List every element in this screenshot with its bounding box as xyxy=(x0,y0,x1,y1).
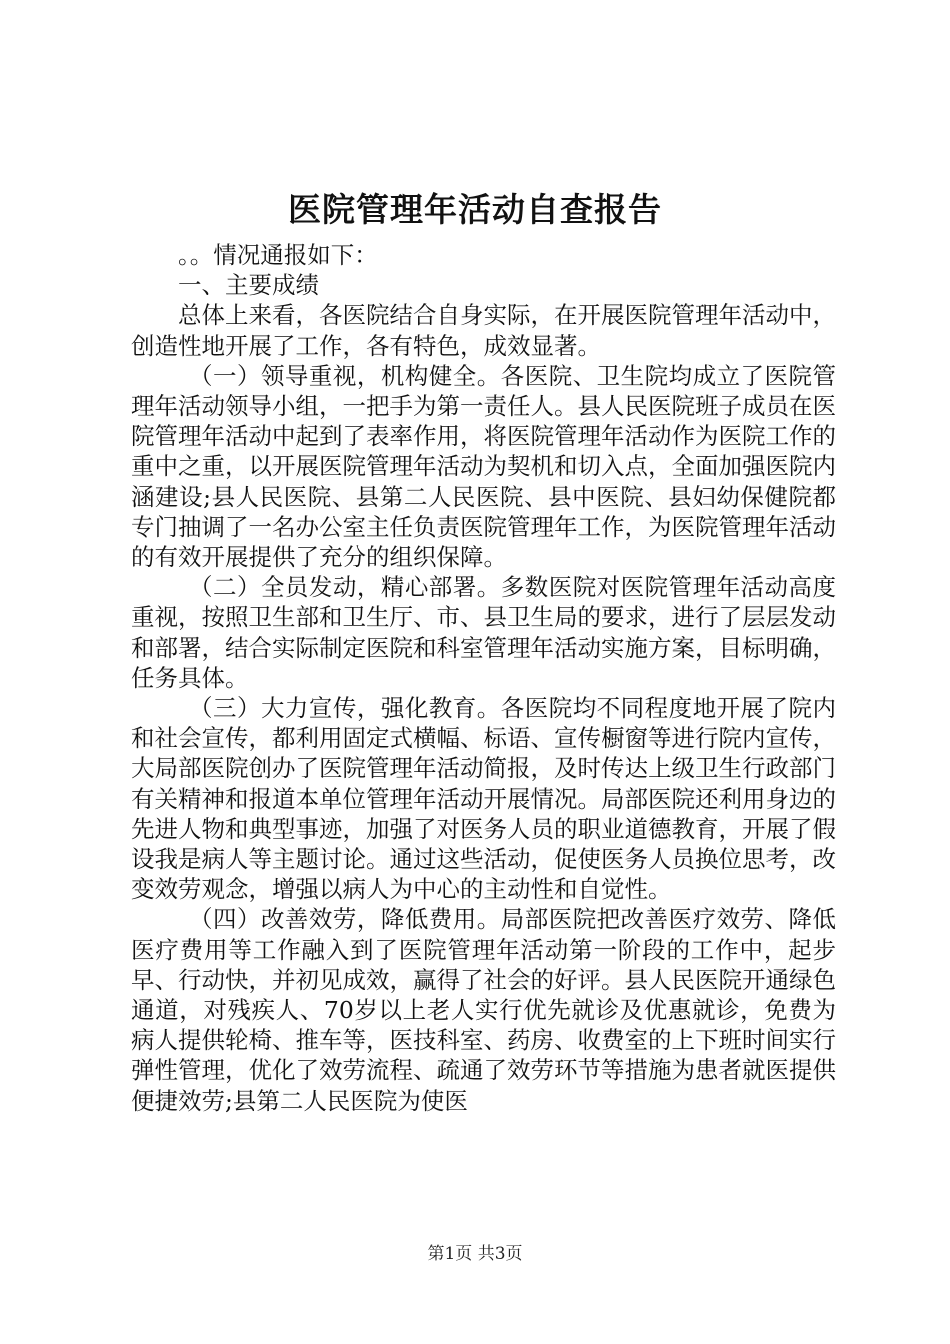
intro-line: 。。情况通报如下： xyxy=(178,241,378,269)
paragraph-leadership: （一）领导重视，机构健全。各医院、卫生院均成立了医院管理年活动领导小组，一把手为第一责任人。县人民医院班子成员在医院管理年活动中起到了表率作用，将医院管理年活动作为医院工作的重中之重，以开展医院管理年活动为契机和切入点，全面加强医院内涵建设;县人民医院、县第二人民医院、县中医院、县妇幼保健院都专门抽调了一名办公室主任负责医院管理年工作，为医院管理年活动的有效开展提供了充分的组织保障。 xyxy=(131,361,836,572)
section-heading: 一、主要成绩 xyxy=(178,271,319,300)
page-footer: 第1页 共3页 xyxy=(427,1244,523,1264)
paragraph-summary: 总体上来看，各医院结合自身实际，在开展医院管理年活动中，创造性地开展了工作，各有特色，成效显著。 xyxy=(131,301,836,360)
document-title: 医院管理年活动自查报告 xyxy=(288,190,662,229)
document-body xyxy=(131,240,836,1116)
paragraph-publicity: （三）大力宣传，强化教育。各医院均不同程度地开展了院内和社会宣传，都利用固定式横幅、标语、宣传橱窗等进行院内宣传，大局部医院创办了医院管理年活动简报，及时传达上级卫生行政部门有关精神和报道本单位管理年活动开展情况。局部医院还利用身边的先进人物和典型事迹，加强了对医务人员的职业道德教育，开展了假设我是病人等主题讨论。通过这些活动，促使医务人员换位思考，改变效劳观念，增强以病人为中心的主动性和自觉性。 xyxy=(131,694,836,904)
paragraph-service: （四）改善效劳，降低费用。局部医院把改善医疗效劳、降低医疗费用等工作融入到了医院管理年活动第一阶段的工作中，起步早、行动快，并初见成效，赢得了社会的好评。县人民医院开通绿色通道，对残疾人、70岁以上老人实行优先就诊及优惠就诊，免费为病人提供轮椅、推车等，医技科室、药房、收费室的上下班时间实行弹性管理，优化了效劳流程、疏通了效劳环节等措施为患者就医提供便捷效劳;县第二人民医院为使医 xyxy=(131,905,836,1115)
paragraph-mobilization: （二）全员发动，精心部署。多数医院对医院管理年活动高度重视，按照卫生部和卫生厅、市、县卫生局的要求，进行了层层发动和部署，结合实际制定医院和科室管理年活动实施方案，目标明确，任务具体。 xyxy=(131,573,836,692)
